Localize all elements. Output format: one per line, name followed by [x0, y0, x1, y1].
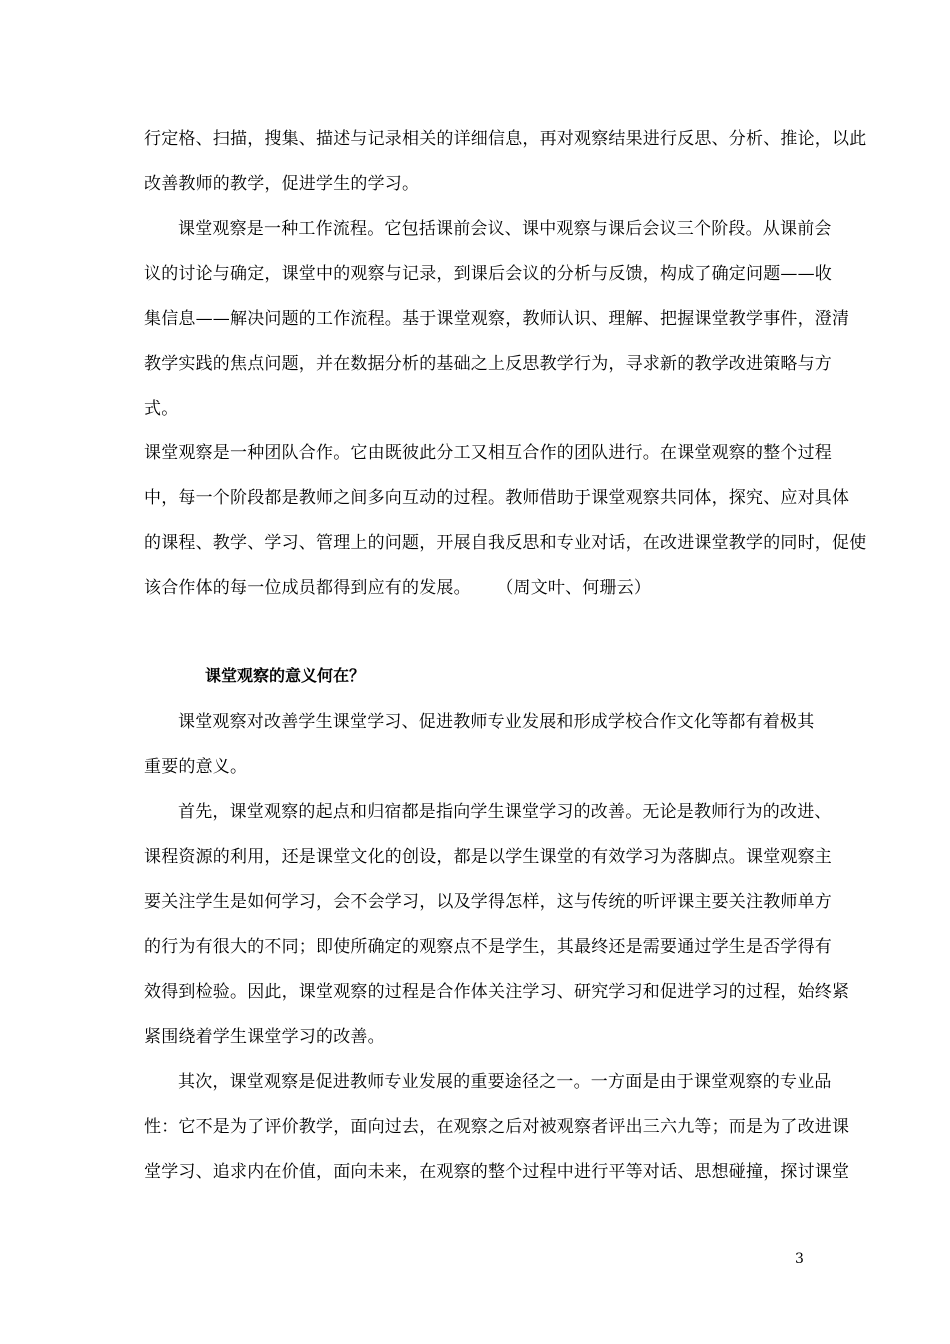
paragraph-line: 的行为有很大的不同；即使所确定的观察点不是学生，其最终还是需要通过学生是否学得有 [144, 937, 832, 957]
paragraph-line: 行定格、扫描，搜集、描述与记录相关的详细信息，再对观察结果进行反思、分析、推论，以此 [144, 129, 867, 149]
paragraph-line: 课堂观察对改善学生课堂学习、促进教师专业发展和形成学校合作文化等都有着极其 [178, 712, 815, 732]
citation: （周文叶、何珊云） [504, 578, 652, 598]
paragraph-line: 重要的意义。 [144, 757, 248, 777]
paragraph-line: 课堂观察是一种团队合作。它由既彼此分工又相互合作的团队进行。在课堂观察的整个过程 [144, 443, 832, 463]
paragraph-line: 其次，课堂观察是促进教师专业发展的重要途径之一。一方面是由于课堂观察的专业品 [178, 1072, 832, 1092]
paragraph-line: 议的讨论与确定，课堂中的观察与记录，到课后会议的分析与反馈，构成了确定问题——收 [144, 264, 832, 284]
paragraph-line: 式。 [144, 399, 179, 419]
paragraph-line: 性：它不是为了评价教学，面向过去，在观察之后对被观察者评出三六九等；而是为了改进课 [144, 1117, 850, 1137]
paragraph-line: 教学实践的焦点问题，并在数据分析的基础之上反思教学行为，寻求新的教学改进策略与方 [144, 354, 832, 374]
paragraph-line-text: 该合作体的每一位成员都得到应有的发展。 [144, 578, 471, 598]
paragraph-line: 堂学习、追求内在价值，面向未来，在观察的整个过程中进行平等对话、思想碰撞，探讨课堂 [144, 1162, 850, 1182]
paragraph-line: 效得到检验。因此，课堂观察的过程是合作体关注学习、研究学习和促进学习的过程，始终紧 [144, 982, 850, 1002]
paragraph-line: 课堂观察是一种工作流程。它包括课前会议、课中观察与课后会议三个阶段。从课前会 [178, 219, 832, 239]
section-heading: 课堂观察的意义何在？ [205, 666, 366, 685]
paragraph-line: 改善教师的教学，促进学生的学习。 [144, 174, 420, 194]
paragraph-line: 中，每一个阶段都是教师之间多向互动的过程。教师借助于课堂观察共同体，探究、应对具体 [144, 488, 850, 508]
paragraph-line: 首先，课堂观察的起点和归宿都是指向学生课堂学习的改善。无论是教师行为的改进、 [178, 802, 832, 822]
paragraph-line: 紧围绕着学生课堂学习的改善。 [144, 1027, 385, 1047]
page-number: 3 [795, 1251, 804, 1267]
paragraph-line: 要关注学生是如何学习，会不会学习，以及学得怎样，这与传统的听评课主要关注教师单方 [144, 892, 832, 912]
paragraph-line [144, 576, 814, 600]
paragraph-line: 集信息——解决问题的工作流程。基于课堂观察，教师认识、理解、把握课堂教学事件，澄清 [144, 309, 850, 329]
paragraph-line: 课程资源的利用，还是课堂文化的创设，都是以学生课堂的有效学习为落脚点。课堂观察主 [144, 847, 832, 867]
paragraph-line: 的课程、教学、学习、管理上的问题，开展自我反思和专业对话，在改进课堂教学的同时，促使 [144, 533, 867, 553]
